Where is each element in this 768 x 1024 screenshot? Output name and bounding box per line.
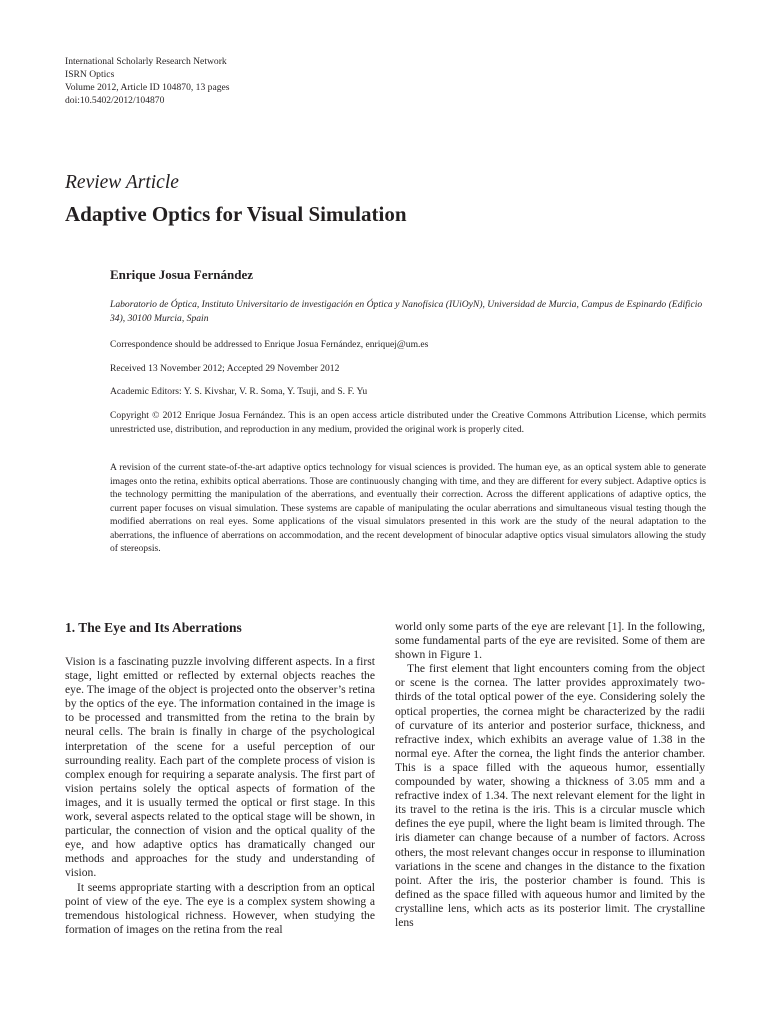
abstract: A revision of the current state-of-the-art adaptive optics technology for visual sciences is provided. The human eye, as an optical system able to generate images onto the retina, exhibits optical aberrations. Those are continuously changing with time, and they are different for every subject. Adaptive optics is the technology permitting the manipulation of the aberrations, and eventually their correction. Across the different applications of adaptive optics, the current paper focuses on visual simulation. These systems are capable of manipulating the ocular aberrations and simultaneous visual testing though the modified aberrations on real eyes. Some applications of the visual simulators presented in this work are the study of the neural adaptation to the aberrations, the influence of aberrations on accommodation, and the recent development of binocular adaptive optics visual simulators allowing the study of stereopsis.: [110, 462, 706, 554]
journal-name: ISRN Optics: [65, 69, 115, 80]
left-column: [65, 620, 375, 937]
article-type: Review Article: [65, 172, 179, 193]
correspondence-text: Correspondence should be addressed to Enrique Josua Fernández,: [110, 339, 366, 350]
author-affiliation: Laboratorio de Óptica, Instituto Universitario de investigación en Óptica y Nanofísica (IUiOyN), Universidad de Murcia, Campus de Espinardo (Edificio 34), 30100 Murcia, Spain: [110, 299, 703, 324]
body-paragraph: [395, 620, 705, 662]
article-title: Adaptive Optics for Visual Simulation: [65, 202, 407, 226]
paragraph-text: world only some parts of the eye are relevant [1]. In the following, some fundamental parts of the eye are revisited. Some of them are shown in: [395, 620, 705, 662]
section-heading: 1. The Eye and Its Aberrations: [65, 620, 242, 635]
figure-1-link[interactable]: Figure 1: [440, 648, 480, 662]
received-dates: Received 13 November 2012; Accepted 29 November 2012: [110, 363, 340, 374]
paragraph-text: .: [479, 648, 482, 662]
journal-doi: doi:10.5402/2012/104870: [65, 95, 165, 106]
right-column: [395, 620, 705, 930]
correspondence: [110, 338, 706, 352]
journal-network: International Scholarly Research Network: [65, 56, 227, 67]
body-paragraph: The first element that light encounters coming from the object or scene is the cornea. The latter provides approximately two-thirds of the total optical power of the eye. Considering solely the optical properties, the cornea might be characterized by the radii of curvature of its anterior and posterior surface, thickness, and refractive index, which exhibits an average value of 1.38 in the normal eye. After the cornea, the light finds the anterior chamber. This is a space filled with the aqueous humor, essentially compounded by water, showing a thickness of 3.05 mm and a refractive index of 1.34. The next relevant element for the light in its travel to the retina is the iris. This is a circular muscle which defines the eye pupil, where the light beam is limited through. The iris diameter can change because of a number of factors. Across others, the most relevant changes occur in response to illumination variations in the scene and changes in the distance to the fixation point. After the iris, the posterior chamber is found. This is defined as the space filled with aqueous humor and limited by the crystalline lens, which acts as its posterior limit. The crystalline lens: [395, 662, 705, 929]
journal-volume: Volume 2012, Article ID 104870, 13 pages: [65, 82, 230, 93]
body-paragraph: It seems appropriate starting with a description from an optical point of view of the eye. The eye is a complex system showing a tremendous histological richness. However, when studying the formation of images on the retina from the real: [65, 880, 375, 936]
body-paragraph: Vision is a fascinating puzzle involving different aspects. In a first stage, light emitted or reflected by external objects reaches the eye. The image of the object is projected onto the observer’s retina by the optics of the eye. The information contained in the image is to be processed and transmitted from the retina to the brain by neural cells. The brain is finally in charge of the psychological interpretation of the scene for a useful perception of our surrounding reality. Each part of the complete process of vision is complex enough for requiring a separate analysis. The first part of vision pertains solely the optical aspects of formation of the images, and it is usually termed the optical or first stage. In this work, several aspects related to the optical stage will be shown, in particular, the connection of vision and the optical quality of the eye, and how adaptive optics has dramatically changed our methods and approaches for the study and understanding of vision.: [65, 655, 375, 880]
academic-editors: Academic Editors: Y. S. Kivshar, V. R. Soma, Y. Tsuji, and S. F. Yu: [110, 386, 368, 397]
author-name: Enrique Josua Fernández: [110, 267, 254, 282]
journal-info: [65, 55, 230, 107]
copyright-notice: Copyright © 2012 Enrique Josua Fernández. This is an open access article distributed under the Creative Commons Attribution License, which permits unrestricted use, distribution, and reproduction in any medium, provided the original work is properly cited.: [110, 410, 706, 435]
correspondence-email-link[interactable]: enriquej@um.es: [365, 339, 429, 350]
